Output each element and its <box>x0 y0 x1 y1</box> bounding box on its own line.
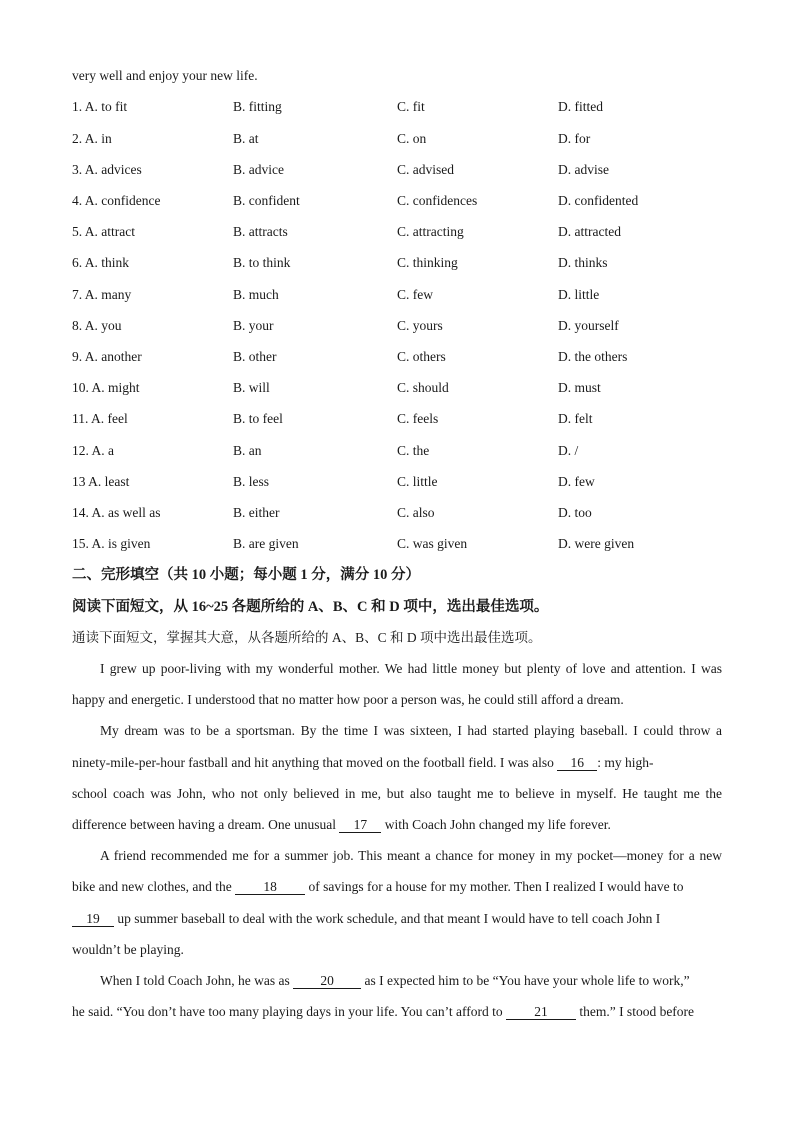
option-c: C. little <box>397 474 438 489</box>
passage-line <box>72 1002 722 1022</box>
option-d: D. / <box>558 443 579 458</box>
option-row <box>72 441 732 461</box>
option-a: 14. A. as well as <box>72 505 161 520</box>
passage-text: of savings for a house for my mother. Then I realized I would have to <box>308 879 684 894</box>
option-b: B. attracts <box>233 224 288 239</box>
option-d: D. too <box>558 505 592 520</box>
option-a: 8. A. you <box>72 318 122 333</box>
option-d: D. yourself <box>558 318 619 333</box>
option-row <box>72 409 732 429</box>
passage-text: bike and new clothes, and the <box>72 879 232 894</box>
option-a: 5. A. attract <box>72 224 135 239</box>
option-row <box>72 285 732 305</box>
passage-line <box>72 909 722 929</box>
option-b: B. to think <box>233 255 291 270</box>
blank-18: 18 <box>235 879 305 895</box>
option-row <box>72 129 732 149</box>
passage-text: he said. “You don’t have too many playing days in your life. You can’t afford to <box>72 1004 503 1019</box>
passage-line: happy and energetic. I understood that no matter how poor a person was, he could still afford a dream. <box>72 692 624 707</box>
passage-line: A friend recommended me for a summer job. This meant a chance for money in my pocket—money for a new <box>100 848 722 863</box>
option-b: B. other <box>233 349 277 364</box>
option-d: D. fitted <box>558 99 603 114</box>
passage-line <box>72 815 722 835</box>
passage-text: with Coach John changed my life forever. <box>384 817 611 832</box>
option-d: D. must <box>558 380 601 395</box>
option-d: D. were given <box>558 536 635 551</box>
option-a: 12. A. a <box>72 443 114 458</box>
option-c: C. should <box>397 380 449 395</box>
option-c: C. the <box>397 443 430 458</box>
option-row <box>72 97 732 117</box>
option-c: C. also <box>397 505 435 520</box>
option-c: C. advised <box>397 162 454 177</box>
option-c: C. attracting <box>397 224 464 239</box>
option-b: B. less <box>233 474 270 489</box>
option-c: C. thinking <box>397 255 458 270</box>
passage-text: difference between having a dream. One unusual <box>72 817 337 832</box>
option-c: C. was given <box>397 536 468 551</box>
passage-line <box>72 877 722 897</box>
option-d: D. advise <box>558 162 609 177</box>
passage-line: My dream was to be a sportsman. By the time I was sixteen, I had started playing baseball. I could throw a <box>100 723 722 738</box>
option-b: B. advice <box>233 162 284 177</box>
passage-text: ninety-mile-per-hour fastball and hit anything that moved on the football field. I was also <box>72 755 554 770</box>
option-d: D. few <box>558 474 595 489</box>
option-a: 10. A. might <box>72 380 140 395</box>
section-instruction: 通读下面短文，掌握其大意，从各题所给的 A、B、C 和 D 项中选出最佳选项。 <box>72 630 542 645</box>
option-b: B. much <box>233 287 279 302</box>
option-a: 7. A. many <box>72 287 132 302</box>
passage-line: school coach was John, who not only believed in me, but also taught me to believe in myself. He taught me the <box>72 786 722 801</box>
option-b: B. at <box>233 131 259 146</box>
option-row <box>72 316 732 336</box>
option-a: 6. A. think <box>72 255 130 270</box>
option-row <box>72 191 732 211</box>
option-c: C. others <box>397 349 446 364</box>
option-a: 13 A. least <box>72 474 130 489</box>
option-c: C. on <box>397 131 427 146</box>
passage-line <box>72 753 722 773</box>
passage-text: them.” I stood before <box>579 1004 695 1019</box>
section-heading: 二、完形填空（共 10 小题；每小题 1 分，满分 10 分） <box>72 567 420 583</box>
option-c: C. confidences <box>397 193 478 208</box>
option-row <box>72 534 732 554</box>
section-instruction-bold: 阅读下面短文，从 16~25 各题所给的 A、B、C 和 D 项中，选出最佳选项。 <box>72 599 549 615</box>
blank-17: 17 <box>339 817 381 833</box>
option-row <box>72 253 732 273</box>
passage-line: I grew up poor-living with my wonderful mother. We had little money but plenty of love and attention. I was <box>100 661 722 676</box>
blank-21: 21 <box>506 1004 576 1020</box>
option-b: B. will <box>233 380 270 395</box>
option-d: D. felt <box>558 411 593 426</box>
option-c: C. yours <box>397 318 443 333</box>
passage-line <box>100 971 750 991</box>
blank-20: 20 <box>293 973 361 989</box>
option-c: C. fit <box>397 99 425 114</box>
option-a: 4. A. confidence <box>72 193 161 208</box>
passage-line: wouldn’t be playing. <box>72 942 184 957</box>
option-b: B. confident <box>233 193 300 208</box>
option-row <box>72 347 732 367</box>
blank-19: 19 <box>72 911 114 927</box>
option-d: D. for <box>558 131 591 146</box>
option-d: D. little <box>558 287 600 302</box>
option-b: B. to feel <box>233 411 283 426</box>
option-d: D. thinks <box>558 255 608 270</box>
option-a: 1. A. to fit <box>72 99 128 114</box>
continuation-line: very well and enjoy your new life. <box>72 68 258 83</box>
option-c: C. few <box>397 287 433 302</box>
option-c: C. feels <box>397 411 439 426</box>
passage-text: When I told Coach John, he was as <box>100 973 290 988</box>
option-a: 2. A. in <box>72 131 112 146</box>
option-row <box>72 160 732 180</box>
option-b: B. either <box>233 505 280 520</box>
option-a: 9. A. another <box>72 349 142 364</box>
option-a: 15. A. is given <box>72 536 151 551</box>
option-a: 3. A. advices <box>72 162 142 177</box>
option-d: D. attracted <box>558 224 621 239</box>
option-row <box>72 503 732 523</box>
passage-text: up summer baseball to deal with the work schedule, and that meant I would have to tell coach John I <box>117 911 661 926</box>
option-d: D. the others <box>558 349 628 364</box>
option-row <box>72 378 732 398</box>
option-d: D. confidented <box>558 193 639 208</box>
option-a: 11. A. feel <box>72 411 128 426</box>
option-row <box>72 472 732 492</box>
option-b: B. your <box>233 318 274 333</box>
option-b: B. are given <box>233 536 299 551</box>
option-b: B. an <box>233 443 262 458</box>
option-b: B. fitting <box>233 99 282 114</box>
passage-text: as I expected him to be “You have your whole life to work,” <box>364 973 690 988</box>
option-row <box>72 222 732 242</box>
passage-text: : my high- <box>597 755 654 770</box>
blank-16: 16 <box>557 755 597 771</box>
